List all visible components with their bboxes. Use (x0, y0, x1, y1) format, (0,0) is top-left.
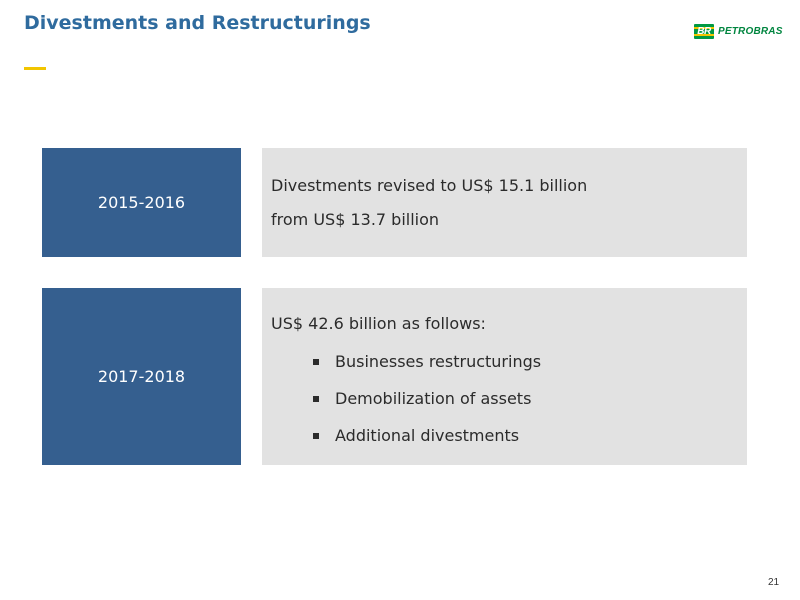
slide-title: Divestments and Restructurings (24, 12, 371, 34)
content-line: Divestments revised to US$ 15.1 billion (271, 176, 588, 195)
content-box-2017-2018 (262, 288, 747, 465)
list-item (271, 352, 747, 389)
square-bullet-icon (313, 359, 319, 365)
period-label: 2017-2018 (97, 367, 186, 386)
period-box-2017-2018 (42, 288, 241, 465)
title-accent-bar (24, 67, 46, 70)
content-box-2015-2016 (262, 148, 747, 257)
period-label: 2015-2016 (97, 193, 186, 212)
page-number: 21 (768, 577, 780, 588)
square-bullet-icon (313, 396, 319, 402)
logo-brand-text: PETROBRAS (718, 26, 783, 37)
list-item (271, 389, 747, 426)
bullet-text: Businesses restructurings (335, 352, 542, 371)
content-intro: US$ 42.6 billion as follows: (271, 314, 486, 333)
bullet-list (271, 352, 747, 463)
period-box-2015-2016 (42, 148, 241, 257)
square-bullet-icon (313, 433, 319, 439)
list-item (271, 426, 747, 463)
logo-mark-text: BR (697, 26, 711, 37)
bullet-text: Additional divestments (335, 426, 520, 445)
petrobras-logo-icon (694, 24, 714, 39)
petrobras-logo (694, 24, 783, 39)
content-line: from US$ 13.7 billion (271, 210, 440, 229)
bullet-text: Demobilization of assets (335, 389, 532, 408)
